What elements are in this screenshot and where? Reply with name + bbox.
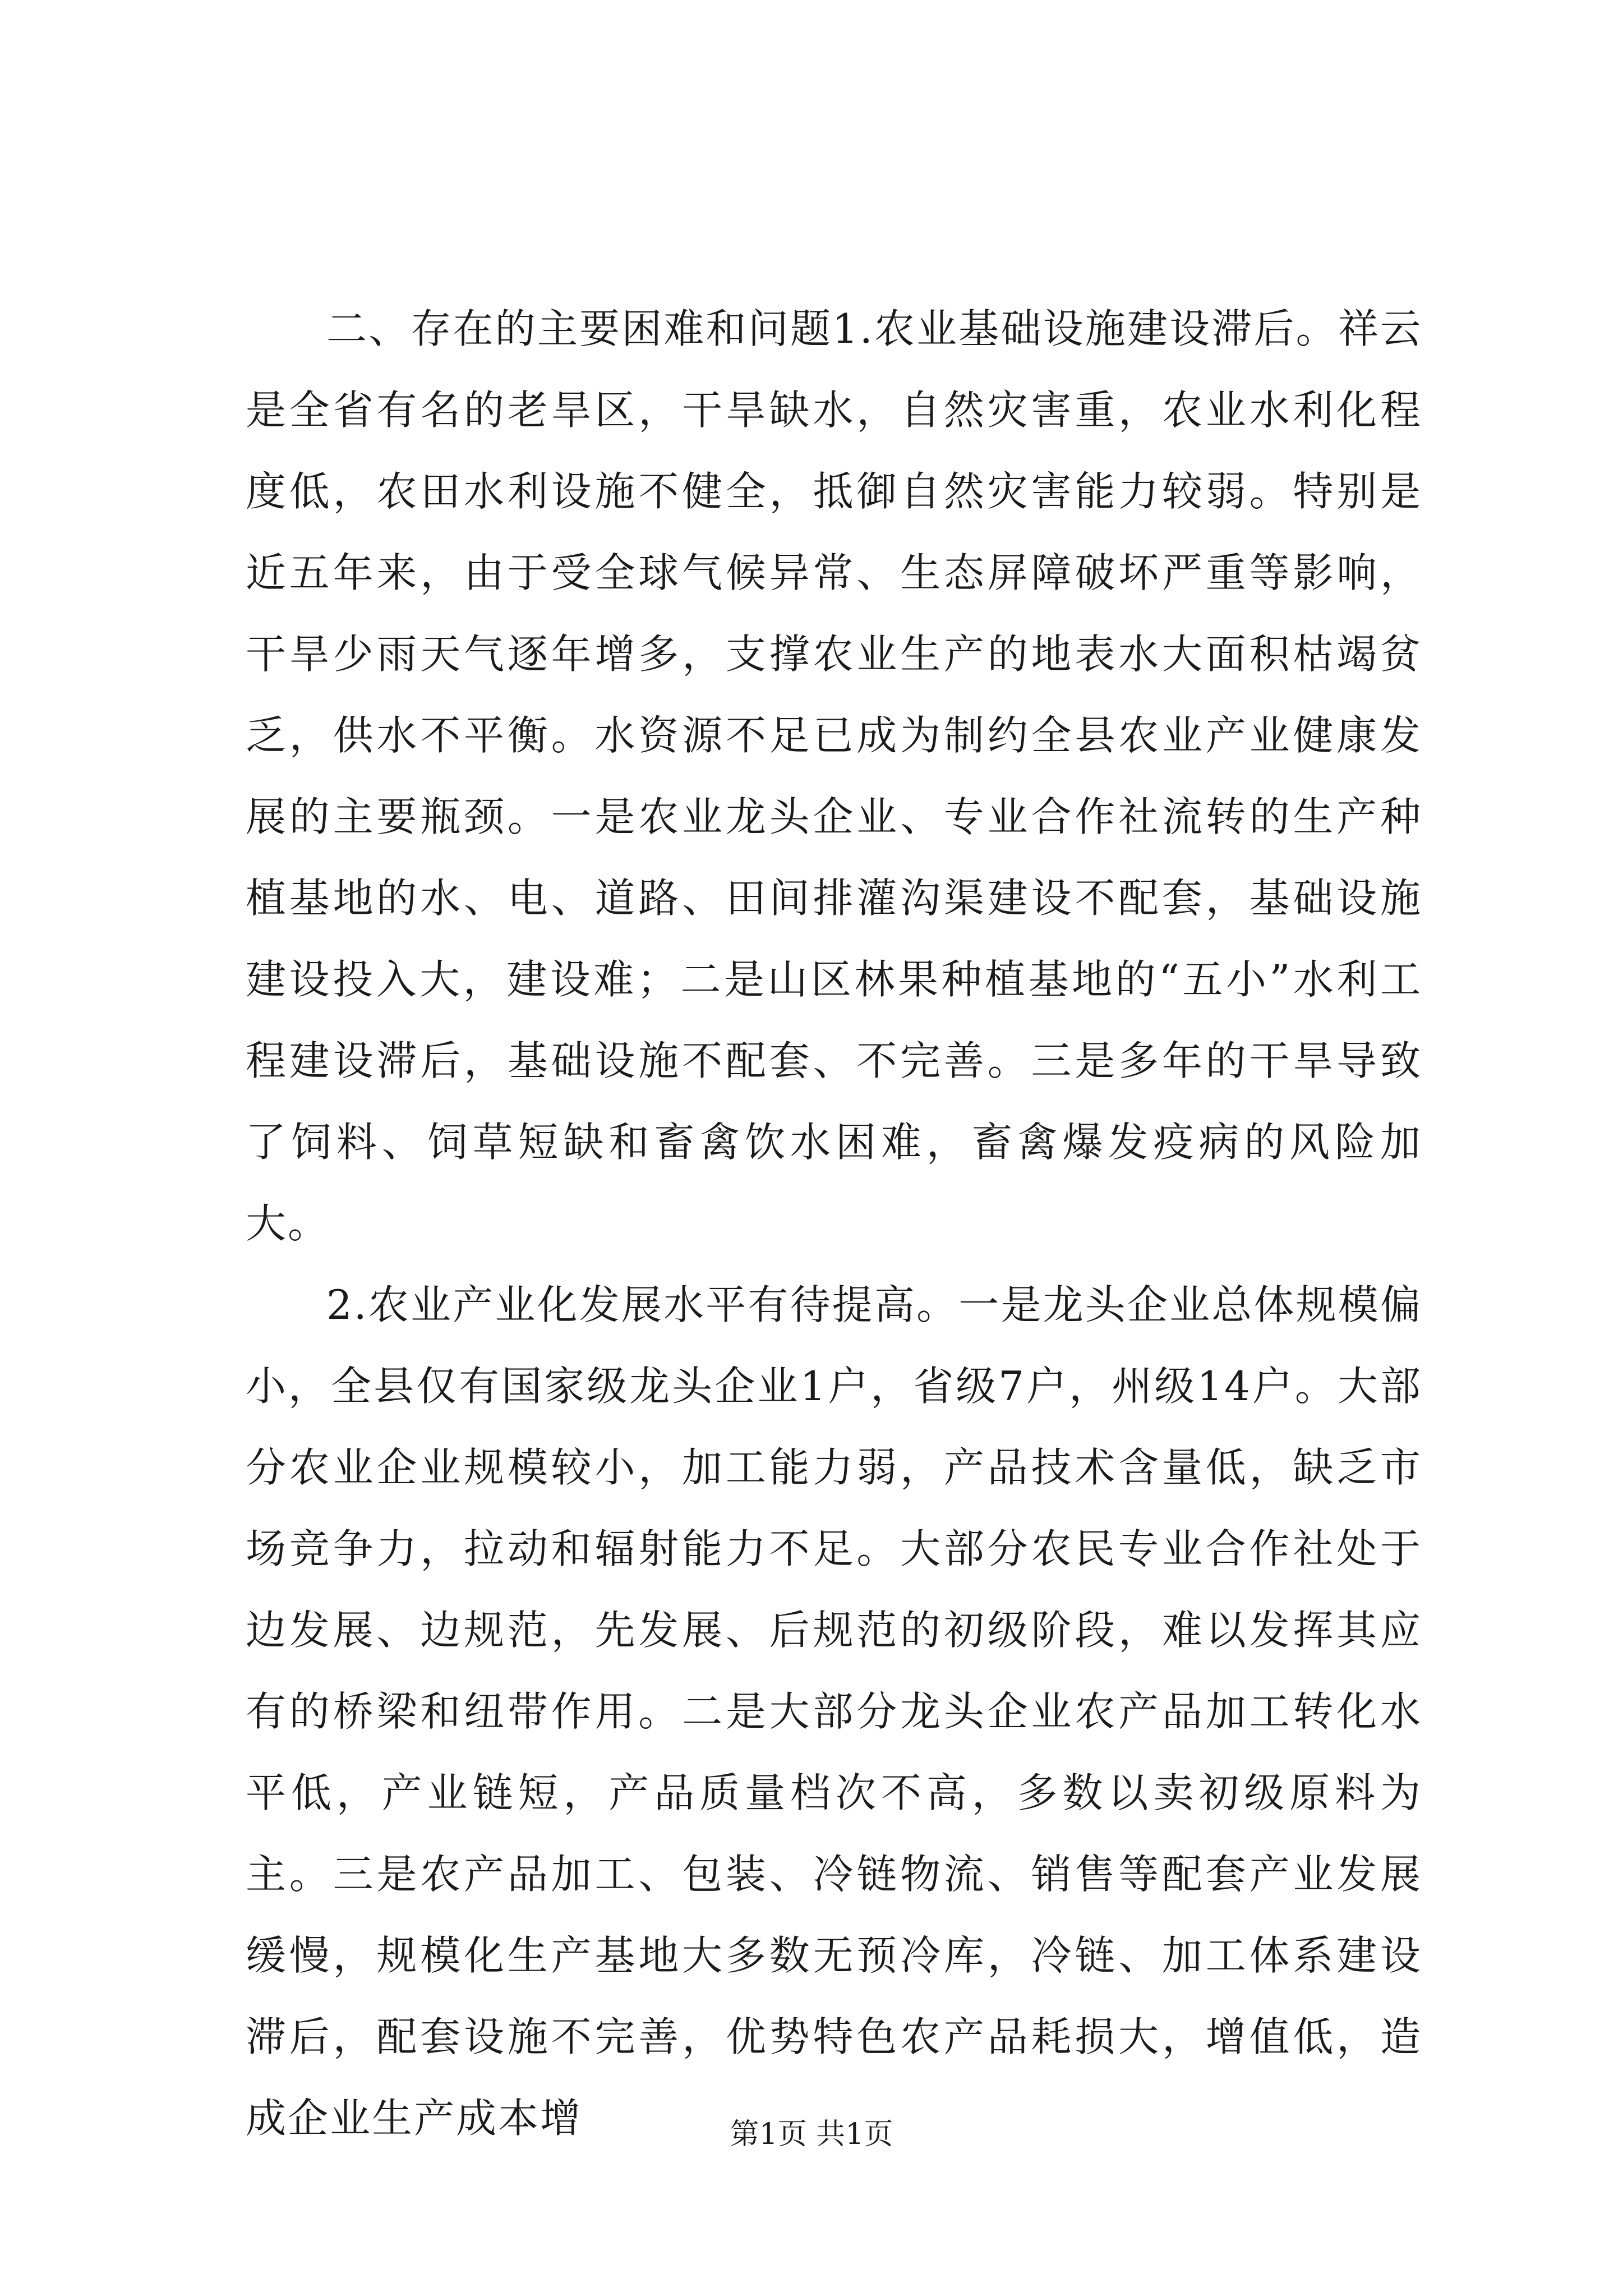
page-footer: 第1页 共1页	[730, 2118, 893, 2151]
paragraph-industrialization: 2.农业产业化发展水平有待提高。一是龙头企业总体规模偏小，全县仅有国家级龙头企业1户，省级7户，州级14户。大部分农业企业规模较小，加工能力弱，产品技术含量低，缺乏市场竞争力，拉动和辐射能力不足。大部分农民专业合作社处于边发展、边规范，先发展、后规范的初级阶段，难以发挥其应有的桥梁和纽带作用。二是大部分龙头企业农产品加工转化水平低，产业链短，产品质量档次不高，多数以卖初级原料为主。三是农产品加工、包装、冷链物流、销售等配套产业发展缓慢，规模化生产基地大多数无预冷库，冷链、加工体系建设滞后，配套设施不完善，优势特色农产品耗损大，增值低，造成企业生产成本增	[246, 1281, 1422, 2142]
paragraph-problems-infrastructure: 二、存在的主要困难和问题1.农业基础设施建设滞后。祥云是全省有名的老旱区，干旱缺水，自然灾害重，农业水利化程度低，农田水利设施不健全，抵御自然灾害能力较弱。特别是近五年来，由于受全球气候异常、生态屏障破坏严重等影响，干旱少雨天气逐年增多，支撑农业生产的地表水大面积枯竭贫乏，供水不平衡。水资源不足已成为制约全县农业产业健康发展的主要瓶颈。一是农业龙头企业、专业合作社流转的生产种植基地的水、电、道路、田间排灌沟渠建设不配套，基础设施建设投入大，建设难；二是山区林果种植基地的“五小”水利工程建设滞后，基础设施不配套、不完善。三是多年的干旱导致了饲料、饲草短缺和畜禽饮水困难，畜禽爆发疫病的风险加大。	[246, 305, 1422, 1247]
document-body	[246, 288, 1422, 2159]
